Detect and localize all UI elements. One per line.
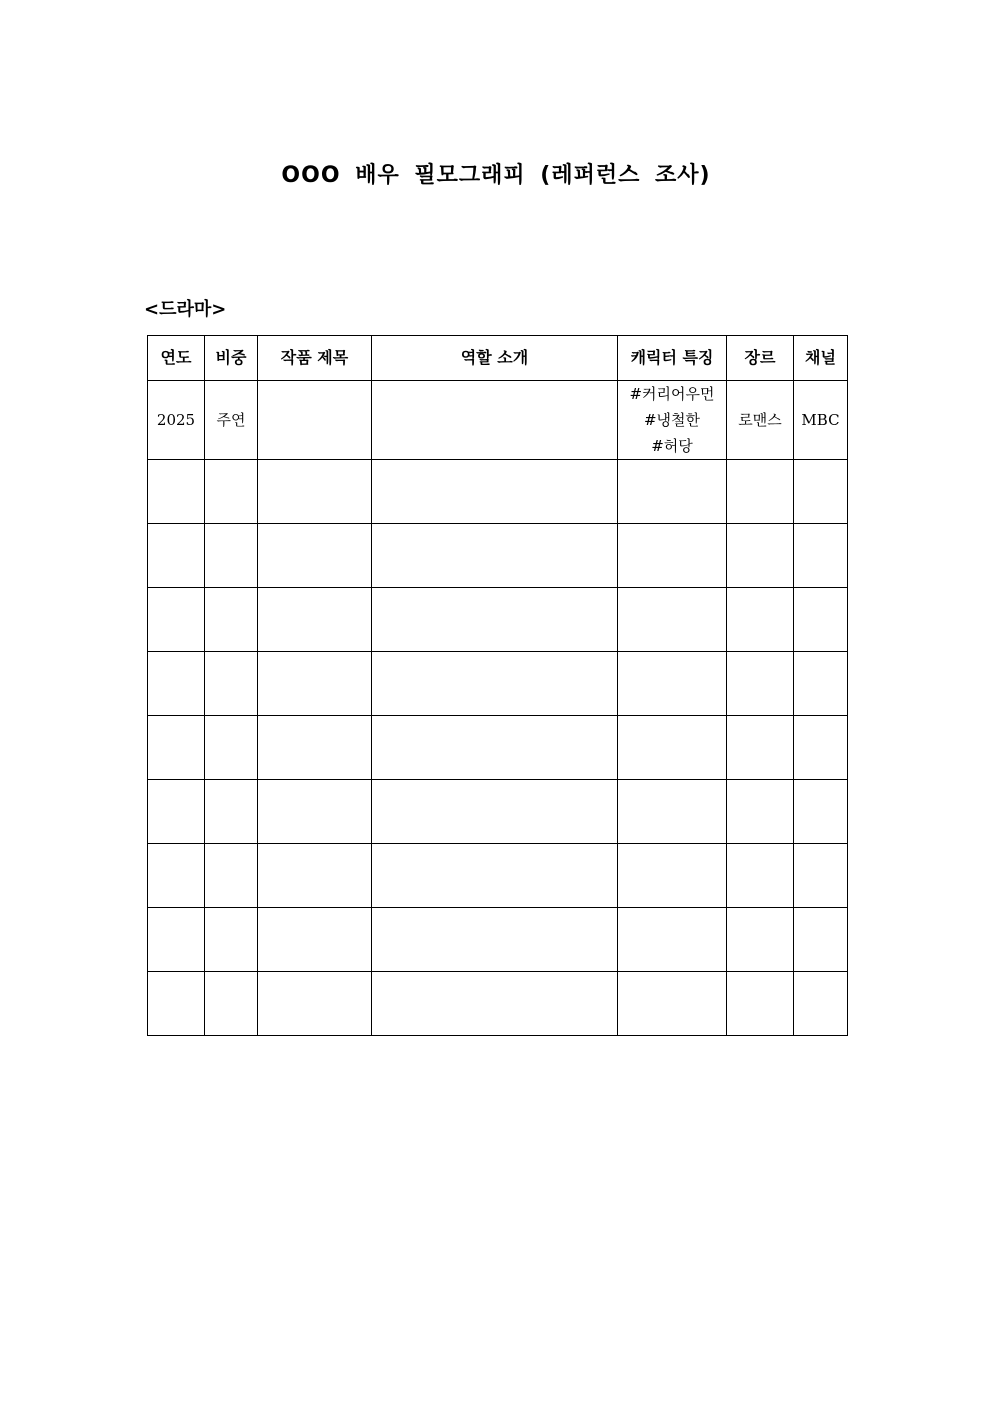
cell-genre[interactable] xyxy=(727,908,794,972)
cell-genre[interactable] xyxy=(727,780,794,844)
cell-role-intro[interactable] xyxy=(372,588,618,652)
header-role-intro: 역할 소개 xyxy=(372,336,618,381)
cell-character-traits[interactable] xyxy=(618,908,727,972)
page-title: OOO 배우 필모그래피 (레퍼런스 조사) xyxy=(281,163,711,188)
cell-role-intro[interactable] xyxy=(372,524,618,588)
header-character-traits: 캐릭터 특징 xyxy=(618,336,727,381)
cell-year[interactable] xyxy=(148,780,205,844)
cell-role-weight[interactable] xyxy=(205,716,258,780)
cell-role-intro[interactable] xyxy=(372,972,618,1036)
cell-role-intro[interactable] xyxy=(372,460,618,524)
cell-genre[interactable] xyxy=(727,972,794,1036)
cell-role-intro[interactable] xyxy=(372,844,618,908)
cell-character-traits[interactable] xyxy=(618,844,727,908)
cell-channel[interactable] xyxy=(794,524,848,588)
cell-work-title[interactable] xyxy=(258,524,372,588)
table-row xyxy=(148,972,848,1036)
cell-year[interactable] xyxy=(148,460,205,524)
cell-channel[interactable] xyxy=(794,716,848,780)
cell-work-title[interactable] xyxy=(258,716,372,780)
cell-channel[interactable] xyxy=(794,972,848,1036)
cell-genre[interactable] xyxy=(727,652,794,716)
table-row xyxy=(148,652,848,716)
cell-genre[interactable] xyxy=(727,524,794,588)
cell-work-title[interactable] xyxy=(258,972,372,1036)
cell-role-intro[interactable] xyxy=(372,908,618,972)
cell-character-traits[interactable] xyxy=(618,652,727,716)
cell-work-title[interactable] xyxy=(258,381,372,460)
header-year: 연도 xyxy=(148,336,205,381)
cell-year[interactable] xyxy=(148,524,205,588)
cell-role-intro[interactable] xyxy=(372,780,618,844)
cell-year[interactable] xyxy=(148,844,205,908)
cell-channel[interactable] xyxy=(794,844,848,908)
cell-role-weight[interactable]: 주연 xyxy=(205,381,258,460)
cell-genre[interactable] xyxy=(727,716,794,780)
cell-character-traits[interactable] xyxy=(618,780,727,844)
cell-role-weight[interactable] xyxy=(205,460,258,524)
cell-character-traits[interactable] xyxy=(618,460,727,524)
cell-year[interactable] xyxy=(148,588,205,652)
cell-work-title[interactable] xyxy=(258,652,372,716)
table-row xyxy=(148,716,848,780)
cell-role-intro[interactable] xyxy=(372,381,618,460)
cell-genre[interactable] xyxy=(727,844,794,908)
table-row xyxy=(148,908,848,972)
cell-work-title[interactable] xyxy=(258,460,372,524)
table-row xyxy=(148,844,848,908)
cell-work-title[interactable] xyxy=(258,908,372,972)
cell-role-weight[interactable] xyxy=(205,524,258,588)
cell-channel[interactable] xyxy=(794,588,848,652)
cell-role-weight[interactable] xyxy=(205,588,258,652)
cell-role-weight[interactable] xyxy=(205,972,258,1036)
cell-work-title[interactable] xyxy=(258,588,372,652)
table-header-row xyxy=(148,336,848,381)
cell-role-weight[interactable] xyxy=(205,780,258,844)
table-row xyxy=(148,460,848,524)
cell-role-intro[interactable] xyxy=(372,716,618,780)
cell-year[interactable] xyxy=(148,908,205,972)
cell-channel[interactable]: MBC xyxy=(794,381,848,460)
section-heading-drama: <드라마> xyxy=(144,299,227,320)
cell-role-intro[interactable] xyxy=(372,652,618,716)
cell-character-traits[interactable] xyxy=(618,972,727,1036)
cell-character-traits[interactable] xyxy=(618,588,727,652)
filmography-table xyxy=(147,335,848,1036)
cell-year[interactable] xyxy=(148,652,205,716)
table-row xyxy=(148,588,848,652)
cell-channel[interactable] xyxy=(794,652,848,716)
table-row xyxy=(148,381,848,460)
header-channel: 채널 xyxy=(794,336,848,381)
cell-genre[interactable] xyxy=(727,588,794,652)
header-genre: 장르 xyxy=(727,336,794,381)
cell-role-weight[interactable] xyxy=(205,908,258,972)
table-row xyxy=(148,780,848,844)
cell-role-weight[interactable] xyxy=(205,844,258,908)
table-row xyxy=(148,524,848,588)
header-role-weight: 비중 xyxy=(205,336,258,381)
cell-work-title[interactable] xyxy=(258,844,372,908)
cell-channel[interactable] xyxy=(794,908,848,972)
cell-year[interactable]: 2025 xyxy=(148,381,205,460)
cell-channel[interactable] xyxy=(794,460,848,524)
cell-year[interactable] xyxy=(148,972,205,1036)
cell-genre[interactable]: 로맨스 xyxy=(727,381,794,460)
cell-character-traits[interactable] xyxy=(618,716,727,780)
cell-role-weight[interactable] xyxy=(205,652,258,716)
trait-tag: #허당 xyxy=(651,437,693,455)
cell-character-traits[interactable] xyxy=(618,524,727,588)
cell-channel[interactable] xyxy=(794,780,848,844)
cell-work-title[interactable] xyxy=(258,780,372,844)
trait-tag: #냉철한 xyxy=(643,411,701,429)
cell-genre[interactable] xyxy=(727,460,794,524)
cell-character-traits[interactable] xyxy=(618,381,727,460)
trait-tag: #커리어우먼 xyxy=(629,385,715,403)
cell-year[interactable] xyxy=(148,716,205,780)
header-work-title: 작품 제목 xyxy=(258,336,372,381)
